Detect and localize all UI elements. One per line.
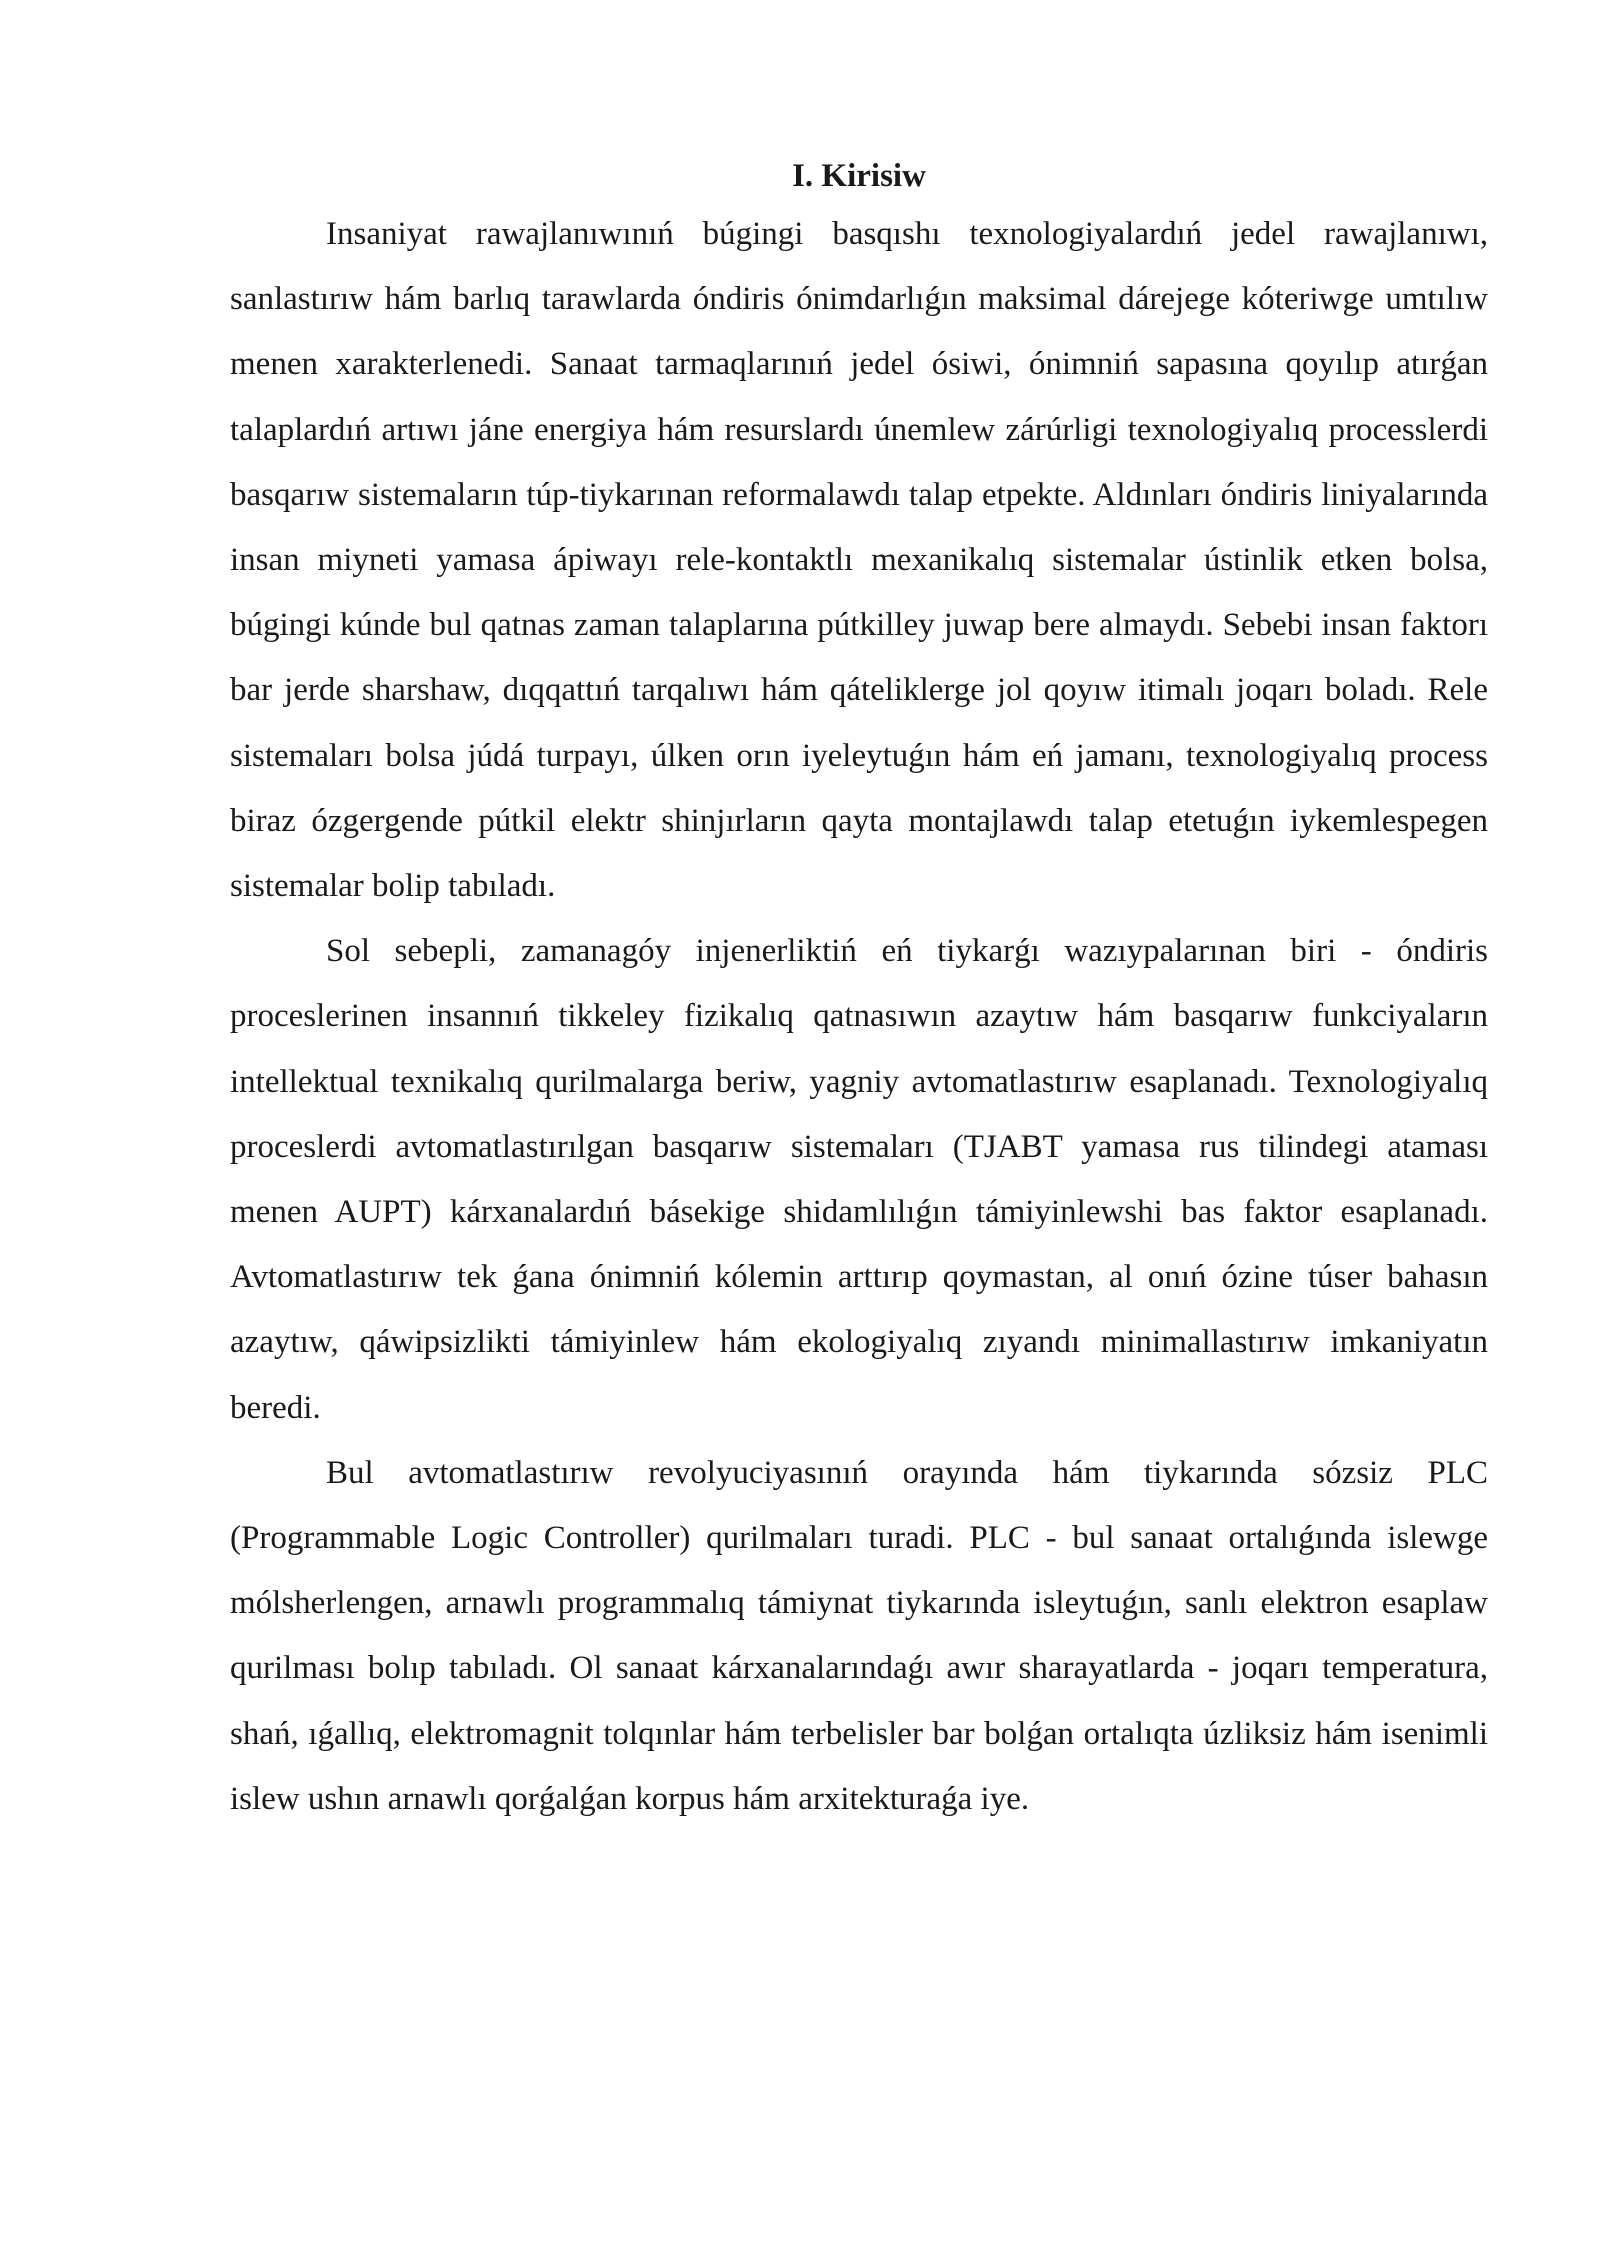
paragraph-1: Insaniyat rawajlanıwınıń búgingi basqıshı texnologiyalardıń jedel rawajlanıwı, sanlastırıw hám barlıq tarawlarda óndiris ónimdarlıǵın maksimal dárejege kóteriwge umtılıw menen xarakterlenedi. Sanaat tarmaqlarınıń jedel ósiwi, ónimniń sapasına qoyılıp atırǵan talaplardıń artıwı jáne energiya hám resurslardı únemlew zárúrligi texnologiyalıq processlerdi basqarıw sistemaların túp-tiykarınan reformalawdı talap etpekte. Aldınları óndiris liniyalarında insan miyneti yamasa ápiwayı rele-kontaktlı mexanikalıq sistemalar ústinlik etken bolsa, búgingi kúnde bul qatnas zaman talaplarına pútkilley juwap bere almaydı. Sebebi insan faktorı bar jerde sharshaw, dıqqattıń tarqalıwı hám qáteliklerge jol qoyıw itimalı joqarı boladı. Rele sistemaları bolsa júdá turpayı, úlken orın iyeleytuǵın hám eń jamanı, texnologiyalıq process biraz ózgergende pútkil elektr shinjırların qayta montajlawdı talap etetuǵın iykemlespegen sistemalar bolip tabıladı. [230, 216, 1488, 905]
paragraph-2: Sol sebepli, zamanagóy injenerliktiń eń tiykarǵı wazıypalarınan biri - óndiris proceslerinen insannıń tikkeley fizikalıq qatnasıwın azaytıw hám basqarıw funkciyaların intellektual texnikalıq qurilmalarga beriw, yagniy avtomatlastırıw esaplanadı. Texnologiyalıq proceslerdi avtomatlastırılgan basqarıw sistemaları (TJABT yamasa rus tilindegi ataması menen AUPT) kárxanalardıń básekige shidamlılıǵın támiyinlewshi bas faktor esaplanadı. Avtomatlastırıw tek ǵana ónimniń kólemin arttırıp qoymastan, al onıń ózine túser bahasın azaytıw, qáwipsizlikti támiyinlew hám ekologiyalıq zıyandı minimallastırıw imkaniyatın beredi. [230, 933, 1488, 1426]
section-heading: I. Kirisiw [792, 158, 926, 194]
document-page [230, 150, 1488, 1832]
paragraph-3: Bul avtomatlastırıw revolyuciyasınıń orayında hám tiykarında sózsiz PLC (Programmable Logic Controller) qurilmaları turadi. PLC - bul sanaat ortalıǵında islewge mólsherlengen, arnawlı programmalıq támiynat tiykarında isleytuǵın, sanlı elektron esaplaw qurilması bolıp tabıladı. Ol sanaat kárxanalarındaǵı awır sharayatlarda - joqarı temperatura, shań, ıǵallıq, elektromagnit tolqınlar hám terbelisler bar bolǵan ortalıqta úzliksiz hám isenimli islew ushın arnawlı qorǵalǵan korpus hám arxitekturaǵa iye. [230, 1454, 1488, 1817]
